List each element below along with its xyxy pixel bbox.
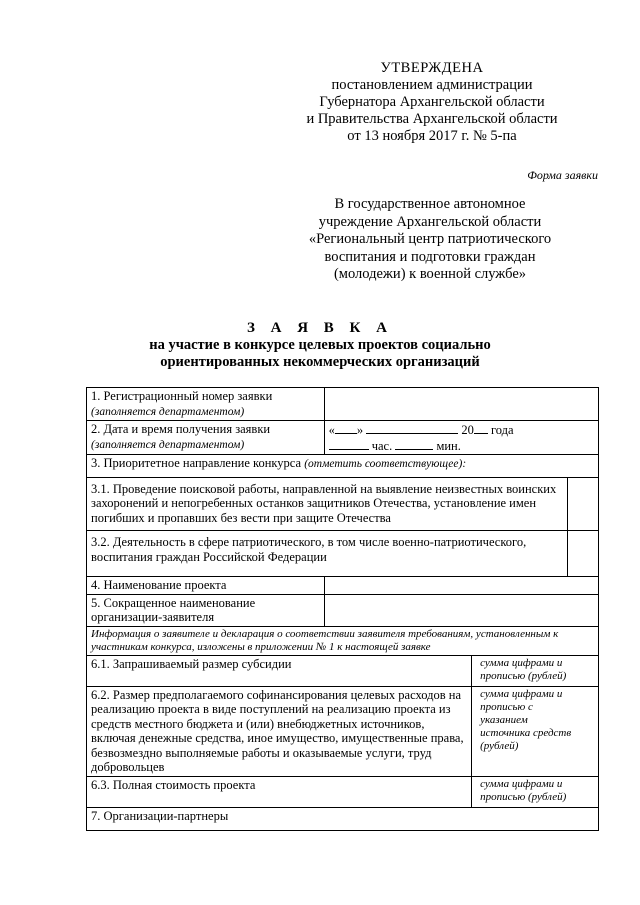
document-subtitle: ориентированных некоммерческих организаций [160, 354, 480, 370]
org-short-name-label: 5. Сокращенное наименование организации-заявителя [87, 594, 325, 626]
table-row [87, 655, 599, 686]
recipient-line: учреждение Архангельской области [318, 213, 542, 230]
reg-number-label-cell [87, 388, 325, 421]
cofinancing-label: 6.2. Размер предполагаемого софинансирования целевых расходов на реализацию проекта в виде поступлений на реализацию проекта из средств местного бюджета и (или) внебюджетных источников, включая денежные средства, иное имущество, имущественные права, безвозмездно выполняемые работы и оказываемые услуги, труд добровольцев [87, 686, 472, 776]
priority-direction-label: 3. Приоритетное направление конкурса [91, 456, 302, 470]
priority-direction-cell [87, 455, 599, 478]
minutes-label: мин. [436, 438, 461, 453]
project-name-field[interactable] [324, 577, 598, 595]
cofinancing-amount-field[interactable]: сумма цифрами и прописью с указанием источника средств (рублей) [472, 686, 599, 776]
direction-3-2-checkbox[interactable] [568, 531, 599, 577]
receipt-date-note: (заполняется департаментом) [91, 438, 245, 451]
table-row [87, 477, 599, 531]
recipient-line: «Региональный центр патриотического [308, 231, 552, 247]
year-prefix: 20 [461, 423, 474, 437]
org-short-name-field[interactable] [324, 594, 598, 626]
approval-date: от 13 ноября 2017 г. № 5-па [347, 128, 517, 144]
subsidy-label: 6.1. Запрашиваемый размер субсидии [87, 655, 472, 686]
direction-3-2-text: 3.2. Деятельность в сфере патриотического, в том числе военно-патриотического, воспитания граждан Российской Федерации [87, 531, 568, 577]
hours-label: час. [371, 438, 393, 453]
priority-direction-note: (отметить соответствующее): [304, 458, 467, 470]
form-label: Форма заявки [527, 168, 598, 182]
reg-number-note: (заполняется департаментом) [91, 405, 245, 418]
approval-line: Губернатора Архангельской области [319, 94, 545, 110]
table-row [87, 577, 599, 595]
subsidy-amount-field[interactable]: сумма цифрами и прописью (рублей) [472, 655, 599, 686]
receipt-date-label: 2. Дата и время получения заявки [91, 422, 271, 436]
hours-blank [329, 438, 369, 450]
table-row [87, 421, 599, 455]
approval-line: постановлением администрации [331, 77, 533, 93]
recipient-line: В государственное автономное [334, 196, 526, 212]
applicant-info-note: Информация о заявителе и декларация о соответствии заявителя требованиям, установленным к участникам конкурса, изложены в приложении № 1 к настоящей заявке [87, 626, 599, 655]
minutes-blank [395, 438, 433, 450]
day-blank [335, 422, 357, 434]
document-title: З А Я В К А [246, 320, 394, 336]
recipient-line: воспитания и подготовки граждан [324, 248, 536, 265]
receipt-date-field[interactable] [324, 421, 598, 455]
application-table [86, 387, 599, 831]
direction-3-1-checkbox[interactable] [568, 477, 599, 531]
table-row [87, 626, 599, 655]
total-cost-label: 6.3. Полная стоимость проекта [87, 776, 472, 807]
year-word: года [490, 423, 514, 437]
table-row [87, 531, 599, 577]
project-name-label: 4. Наименование проекта [87, 577, 325, 595]
recipient-line: (молодежи) к военной службе» [333, 266, 527, 282]
table-row [87, 776, 599, 807]
total-cost-amount-field[interactable]: сумма цифрами и прописью (рублей) [472, 776, 599, 807]
partners-label: 7. Организации-партнеры [87, 807, 599, 830]
year-blank [474, 422, 488, 434]
reg-number-field[interactable] [324, 388, 598, 421]
receipt-date-label-cell [87, 421, 325, 455]
document-heading [0, 320, 640, 371]
quote-open: « [328, 423, 335, 437]
recipient-block [270, 196, 590, 284]
table-row [87, 388, 599, 421]
quote-close: » [356, 423, 364, 437]
month-blank [366, 422, 458, 434]
table-row [87, 594, 599, 626]
direction-3-1-text: 3.1. Проведение поисковой работы, направленной на выявление неизвестных воинских захоронений и непогребенных останков защитников Отечества, установление имен погибших и пропавших без вести при защите Отечества [87, 477, 568, 531]
approval-block [302, 60, 562, 145]
table-row [87, 686, 599, 776]
approval-line: и Правительства Архангельской области [306, 111, 558, 127]
table-row [87, 455, 599, 478]
reg-number-label: 1. Регистрационный номер заявки [91, 389, 273, 403]
document-subtitle: на участие в конкурсе целевых проектов социально [149, 337, 491, 353]
approval-title: УТВЕРЖДЕНА [380, 60, 484, 76]
table-row [87, 807, 599, 830]
